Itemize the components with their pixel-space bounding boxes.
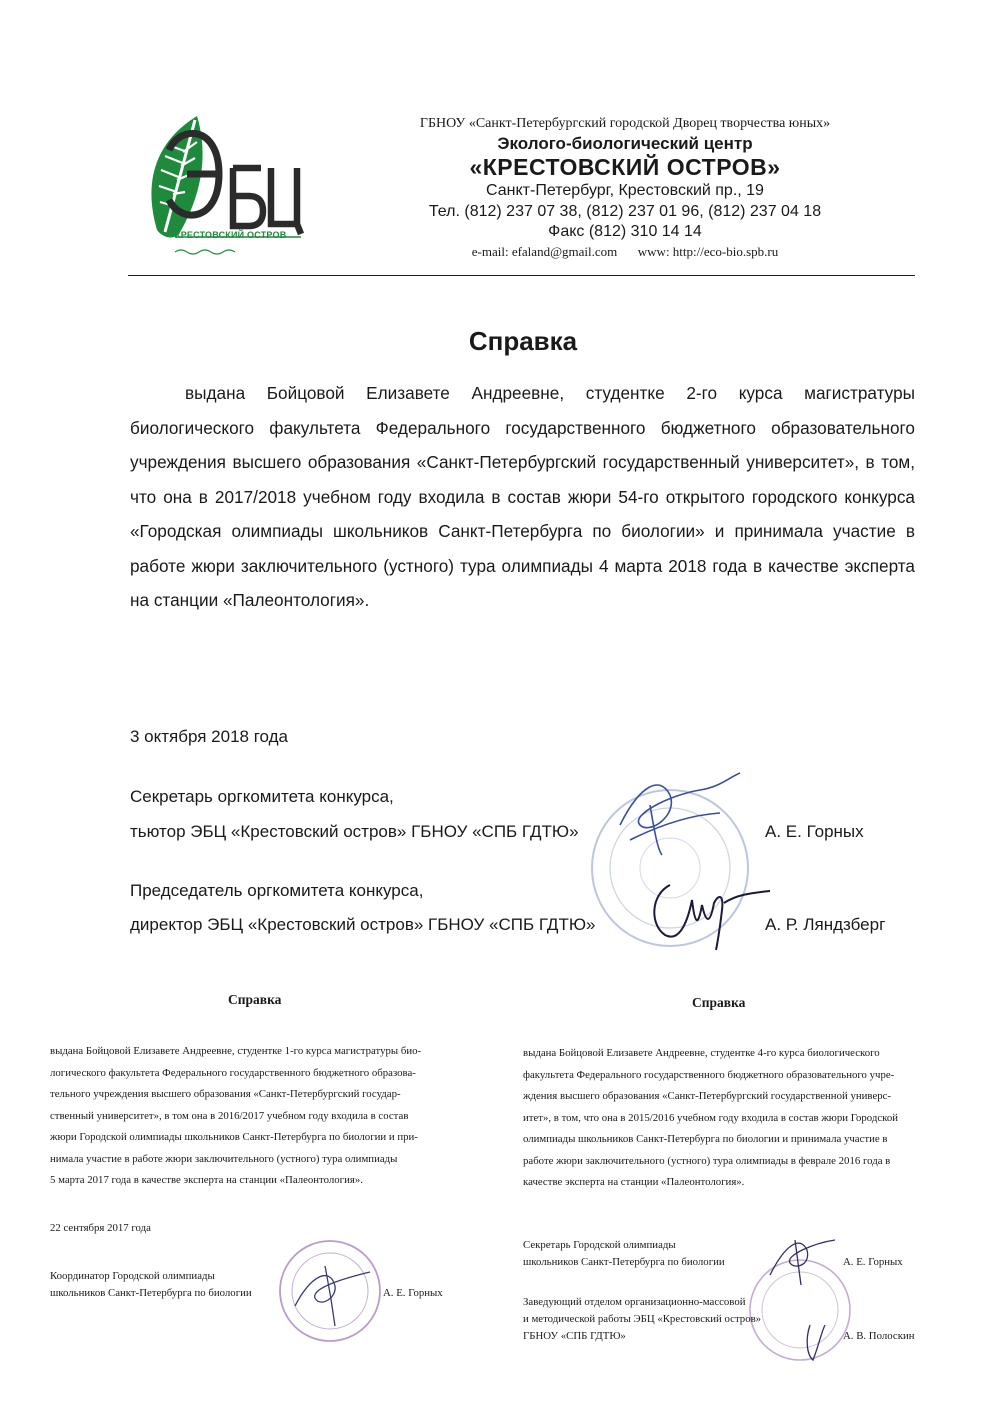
signer2-position-1: Председатель оргкомитета конкурса, (130, 881, 424, 900)
left-cert-line: нимала участие в работе жюри заключительного (устного) тура олимпиады (50, 1152, 398, 1165)
left-cert-line: ственный университет», в том она в 2016/2017 учебном году входила в состав (50, 1109, 409, 1122)
right-cert-signer1-name: А. Е. Горных (843, 1256, 903, 1268)
signer1-name: А. Е. Горных (765, 822, 864, 841)
phones: Тел. (812) 237 07 38, (812) 237 01 96, (812) 237 04 18 (428, 203, 822, 220)
left-cert-line: тельного учреждения высшего образования «Санкт-Петербургский государ- (50, 1088, 401, 1100)
right-cert-signer1-1: Секретарь Городской олимпиады (523, 1239, 676, 1251)
left-cert-body (50, 1041, 462, 1192)
center-name: «КРЕСТОВСКИЙ ОСТРОВ» (469, 154, 781, 180)
right-cert-signer2-3: ГБНОУ «СПБ ГДТЮ» (523, 1330, 626, 1342)
right-cert-line: качестве эксперта на станции «Палеонтология». (523, 1176, 745, 1188)
left-cert-stamp-icon (275, 1236, 385, 1346)
right-cert-signer2-1: Заведующий отделом организационно-массовой (523, 1296, 746, 1308)
signature-lyandzberg-icon (640, 865, 780, 955)
email[interactable]: e-mail: efaland@gmail.com (471, 244, 618, 259)
right-cert-signer2-name: А. В. Полоскин (843, 1330, 915, 1342)
address: Санкт-Петербург, Крестовский пр., 19 (486, 182, 764, 199)
logo-caption: КРЕСТОВСКИЙ ОСТРОВ (175, 230, 287, 240)
right-cert-line: олимпиады школьников Санкт-Петербурга по биологии и принимала участие в (523, 1133, 888, 1145)
website[interactable]: www: http://eco-bio.spb.ru (637, 244, 779, 259)
right-cert-title: Справка (692, 995, 746, 1010)
page-title: Справка (468, 326, 578, 356)
center-line: Эколого-биологический центр (497, 134, 753, 153)
header-divider (128, 275, 915, 276)
right-cert-line: работе жюри заключительного (устного) тура олимпиады в феврале 2016 года в (523, 1154, 891, 1167)
fax: Факс (812) 310 14 14 (548, 223, 702, 240)
left-cert-signer-1: Координатор Городской олимпиады (50, 1270, 215, 1282)
right-cert-body (523, 1043, 923, 1194)
left-cert-date: 22 сентября 2017 года (50, 1222, 151, 1234)
right-cert-line: ждения высшего образования «Санкт-Петербургский государственной универс- (523, 1090, 892, 1102)
right-cert-signer1-2: школьников Санкт-Петербурга по биологии (523, 1256, 725, 1268)
left-cert-title: Справка (228, 992, 282, 1007)
right-cert-line: итет», в том, что она в 2015/2016 учебном году входила в состав жюри Городской (523, 1111, 899, 1124)
ebc-logo (135, 112, 305, 262)
org-line: ГБНОУ «Санкт-Петербургский городской Дворец творчества юных» (419, 116, 831, 131)
right-cert-line: факультета Федерального государственного бюджетного образовательного учре- (523, 1068, 895, 1081)
left-cert-line: логического факультета Федерального государственного бюджетного образова- (50, 1066, 416, 1079)
right-cert-line: выдана Бойцовой Елизавете Андреевне, студентке 4-го курса биологического (523, 1047, 880, 1059)
signature-gornykh-icon (600, 765, 750, 860)
left-cert-line: 5 марта 2017 года в качестве эксперта на станции «Палеонтология». (50, 1174, 363, 1186)
left-cert-signer-name: А. Е. Горных (383, 1287, 443, 1299)
signer1-position-2: тьютор ЭБЦ «Крестовский остров» ГБНОУ «СПБ ГДТЮ» (130, 822, 579, 841)
contacts-line (360, 245, 890, 258)
left-cert-signer-2: школьников Санкт-Петербурга по биологии (50, 1287, 252, 1299)
certificate-body: выдана Бойцовой Елизавете Андреевне, студентке 2-го курса магистратуры биологического факультета Федерального государственного бюджетного образовательного учреждения высшего образования «Санкт-Петербургский государственный университет», в том, что она в 2017/2018 учебном году входила в состав жюри 54-го открытого городского конкурса «Городская олимпиады школьников Санкт-Петербурга по биологии» и принимала участие в работе жюри заключительного (устного) тура олимпиады 4 марта 2018 года в качестве эксперта на станции «Палеонтология». (130, 383, 915, 610)
left-cert-line: выдана Бойцовой Елизавете Андреевне, студентке 1-го курса магистратуры био- (50, 1045, 422, 1057)
issue-date: 3 октября 2018 года (130, 727, 289, 746)
left-cert-line: жюри Городской олимпиады школьников Санкт-Петербурга по биологии и при- (50, 1131, 418, 1143)
signer1-position-1: Секретарь оргкомитета конкурса, (130, 787, 394, 806)
signer2-name: А. Р. Ляндзберг (765, 915, 886, 934)
right-cert-signer2-2: и методической работы ЭБЦ «Крестовский остров» (523, 1313, 762, 1325)
right-cert-stamp-icon (735, 1225, 855, 1375)
signer2-position-2: директор ЭБЦ «Крестовский остров» ГБНОУ «СПБ ГДТЮ» (130, 915, 596, 934)
